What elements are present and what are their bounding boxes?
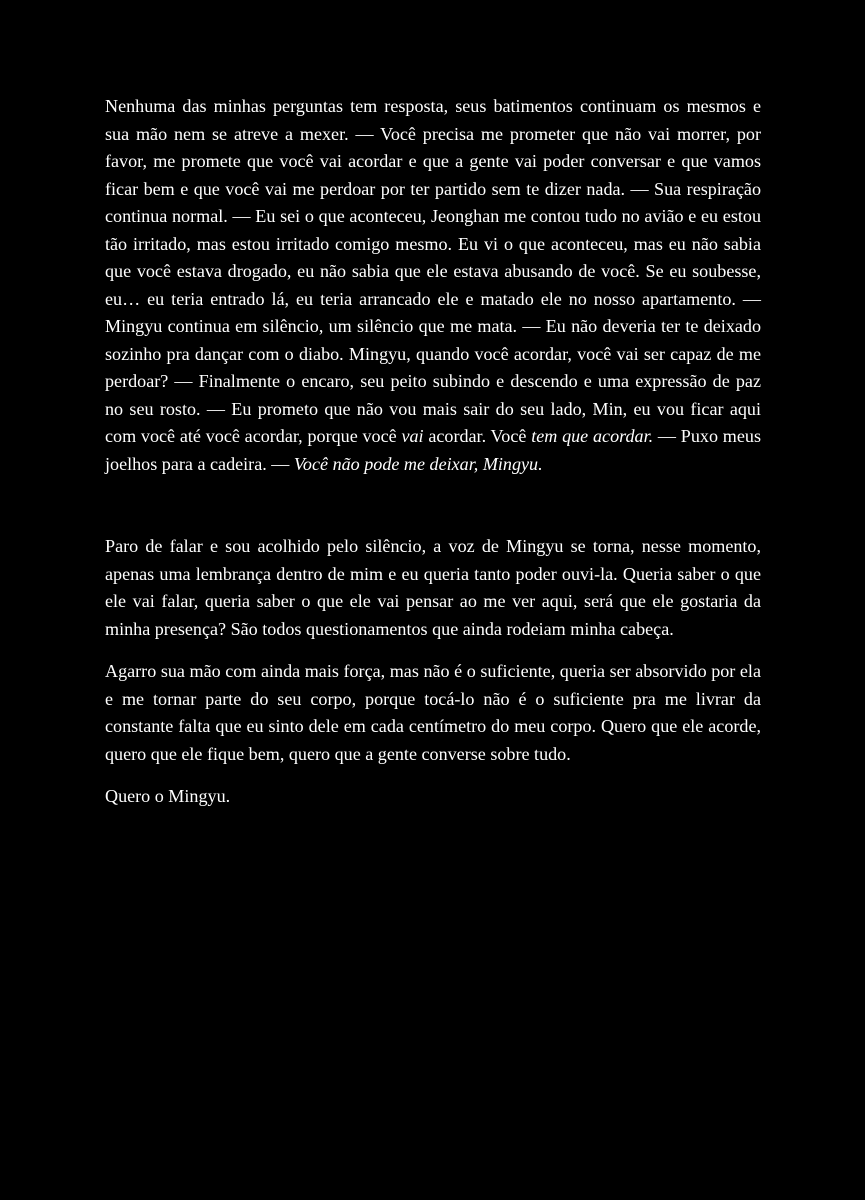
paragraph-text: — Puxo meus joelhos para a cadeira. — bbox=[105, 426, 761, 474]
document-page bbox=[105, 93, 761, 811]
paragraph-closing: Quero o Mingyu. bbox=[105, 786, 231, 806]
paragraph-hand: Agarro sua mão com ainda mais força, mas não é o suficiente, queria ser absorvido por ela e me tornar parte do seu corpo, porque tocá-lo não é o suficiente pra me livrar da constante falta que eu sinto dele em cada centímetro do meu corpo. Quero que ele acorde, quero que ele fique bem, quero que a gente converse sobre tudo. bbox=[105, 661, 761, 764]
emphasis-text: vai bbox=[401, 426, 424, 446]
paragraph-dialogue bbox=[105, 93, 761, 478]
paragraph-text: acordar. Você bbox=[423, 426, 532, 446]
paragraph-text: Nenhuma das minhas perguntas tem resposta, seus batimentos continuam os mesmos e sua mão nem se atreve a mexer. — Você precisa me prometer que não vai morrer, por favor, me promete que você vai acordar e que a gente vai poder conversar e que vamos ficar bem e que você vai me perdoar por ter partido sem te dizer nada. — Sua respiração continua normal. — Eu sei o que aconteceu, Jeonghan me contou tudo no avião e eu estou tão irritado, mas estou irritado comigo mesmo. Eu vi o que aconteceu, mas eu não sabia que você estava drogado, eu não sabia que ele estava abusando de você. Se eu soubesse, eu… eu teria entrado lá, eu teria arrancado ele e matado ele no nosso apartamento. — Mingyu continua em silêncio, um silêncio que me mata. — Eu não deveria ter te deixado sozinho pra dançar com o diabo. Mingyu, quando você acordar, você vai ser capaz de me perdoar? — Finalmente o encaro, seu peito subindo e descendo e uma expressão de paz no seu rosto. — Eu prometo que não vou mais sair do seu lado, Min, eu vou ficar aqui com você até você acordar, porque você bbox=[105, 96, 761, 446]
emphasis-text: Você não pode me deixar, Mingyu. bbox=[293, 453, 543, 474]
emphasis-text: tem que acordar. bbox=[531, 426, 654, 446]
paragraph-silence: Paro de falar e sou acolhido pelo silêncio, a voz de Mingyu se torna, nesse momento, apenas uma lembrança dentro de mim e eu queria tanto poder ouvi-la. Queria saber o que ele vai falar, queria saber o que ele vai pensar ao me ver aqui, será que ele gostaria da minha presença? São todos questionamentos que ainda rodeiam minha cabeça. bbox=[105, 536, 761, 639]
